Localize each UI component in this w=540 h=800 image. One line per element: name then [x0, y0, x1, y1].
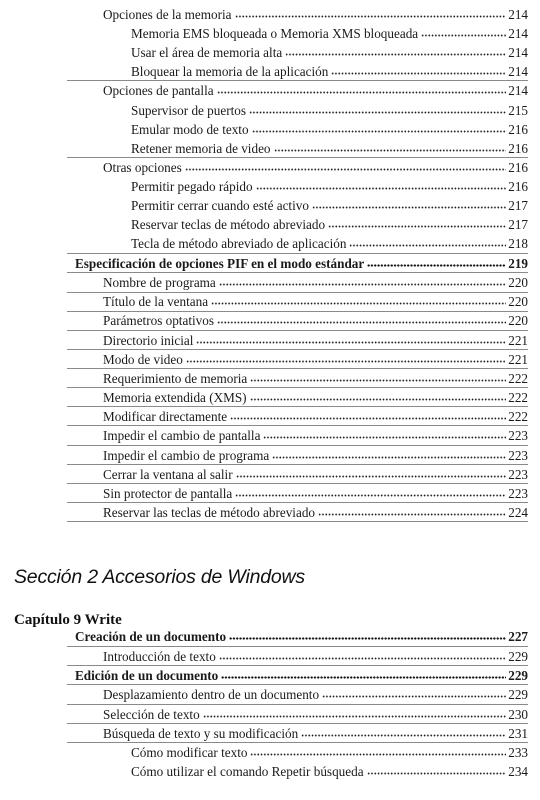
toc-entry-title: Sin protector de pantalla — [103, 486, 233, 501]
dot-leader — [221, 673, 506, 681]
toc-entry-title: Creación de un documento — [75, 629, 227, 644]
dot-leader — [219, 654, 506, 662]
dot-leader — [250, 395, 507, 403]
dot-leader — [185, 165, 506, 173]
dot-leader — [250, 750, 506, 758]
toc-entry-page: 214 — [508, 83, 528, 98]
dot-leader — [249, 108, 506, 116]
toc-entry-title: Otras opciones — [103, 160, 182, 175]
toc-entry-title: Selección de texto — [103, 707, 200, 722]
toc-entry[interactable] — [103, 311, 528, 329]
section-title: Sección 2 Accesorios de Windows — [14, 566, 305, 588]
toc-entry[interactable] — [131, 101, 528, 119]
toc-entry-title: Permitir cerrar cuando esté activo — [131, 198, 309, 213]
toc-entry-title: Opciones de pantalla — [103, 83, 214, 98]
toc-entry-title: Cómo modificar texto — [131, 745, 248, 760]
dot-leader — [217, 88, 507, 96]
toc-entry-title: Directorio inicial — [103, 333, 194, 348]
dot-leader — [421, 31, 506, 39]
toc-entry[interactable] — [103, 158, 528, 176]
toc-entry[interactable] — [103, 388, 528, 406]
toc-entry[interactable] — [103, 369, 528, 387]
dot-leader — [367, 261, 506, 269]
toc-entry-title: Requerimiento de memoria — [103, 371, 248, 386]
toc-entry-page: 214 — [508, 7, 528, 22]
toc-entry-title: Permitir pegado rápido — [131, 179, 253, 194]
toc-entry[interactable] — [75, 254, 528, 272]
toc-entry-title: Impedir el cambio de pantalla — [103, 428, 261, 443]
toc-entry-page: 215 — [508, 103, 528, 118]
toc-entry[interactable] — [103, 484, 528, 502]
toc-entry-page: 229 — [508, 649, 528, 664]
dot-leader — [256, 184, 507, 192]
toc-entry[interactable] — [103, 705, 528, 723]
toc-entry[interactable] — [103, 685, 528, 703]
toc-entry[interactable] — [103, 446, 528, 464]
toc-entry-page: 223 — [508, 486, 528, 501]
toc-entry-title: Bloquear la memoria de la aplicación — [131, 64, 329, 79]
toc-entry-title: Reservar teclas de método abreviado — [131, 217, 326, 232]
toc-entry-page: 229 — [508, 687, 528, 702]
toc-entry-page: 227 — [508, 629, 528, 644]
toc-entry-title: Parámetros optativos — [103, 313, 214, 328]
toc-entry-page: 214 — [508, 64, 528, 79]
toc-entry[interactable] — [131, 234, 528, 252]
toc-entry-title: Búsqueda de texto y su modificación — [103, 726, 299, 741]
toc-entry-page: 214 — [508, 26, 528, 41]
dot-leader — [236, 472, 507, 480]
toc-entry-page: 231 — [508, 726, 528, 741]
toc-entry[interactable] — [75, 627, 528, 645]
toc-entry-page: 221 — [508, 352, 528, 367]
toc-entry-title: Tecla de método abreviado de aplicación — [131, 236, 347, 251]
dot-leader — [312, 203, 506, 211]
dot-leader — [331, 69, 506, 77]
toc-entry[interactable] — [103, 407, 528, 425]
toc-entry-page: 219 — [508, 256, 528, 271]
toc-entry-page: 217 — [508, 217, 528, 232]
toc-entry[interactable] — [131, 24, 528, 42]
dot-leader — [235, 491, 506, 499]
toc-entry-page: 214 — [508, 45, 528, 60]
dot-leader — [274, 146, 507, 154]
dot-leader — [217, 318, 506, 326]
dot-leader — [263, 433, 506, 441]
dot-leader — [219, 280, 506, 288]
chapter-title: Capítulo 9 Write — [14, 612, 122, 628]
dot-leader — [349, 241, 506, 249]
toc-entry[interactable] — [103, 647, 528, 665]
toc-entry[interactable] — [103, 81, 528, 99]
toc-entry-title: Reservar las teclas de método abreviado — [103, 505, 316, 520]
toc-entry-page: 216 — [508, 141, 528, 156]
dot-leader — [203, 712, 507, 720]
dot-leader — [318, 510, 506, 518]
toc-entry-page: 221 — [508, 333, 528, 348]
dot-leader — [229, 634, 506, 642]
toc-entry-title: Edición de un documento — [75, 668, 219, 683]
dot-leader — [272, 453, 506, 461]
toc-entry-title: Modo de video — [103, 352, 183, 367]
toc-entry-page: 222 — [508, 409, 528, 424]
toc-entry[interactable] — [103, 5, 528, 23]
dot-leader — [328, 222, 506, 230]
toc-entry-title: Supervisor de puertos — [131, 103, 247, 118]
toc-entry[interactable] — [103, 331, 528, 349]
toc-entry[interactable] — [131, 762, 528, 780]
dot-leader — [211, 299, 506, 307]
toc-entry-title: Introducción de texto — [103, 649, 216, 664]
toc-entry-page: 216 — [508, 179, 528, 194]
dot-leader — [367, 769, 507, 777]
toc-entry-title: Usar el área de memoria alta — [131, 45, 283, 60]
toc-entry-page: 224 — [508, 505, 528, 520]
toc-entry[interactable] — [103, 724, 528, 742]
toc-rule — [67, 521, 528, 522]
toc-entry[interactable] — [103, 273, 528, 291]
toc-entry-title: Modificar directamente — [103, 409, 228, 424]
toc-entry-page: 233 — [508, 745, 528, 760]
toc-entry-title: Nombre de programa — [103, 275, 216, 290]
toc-entry-page: 222 — [508, 371, 528, 386]
dot-leader — [252, 127, 507, 135]
dot-leader — [235, 12, 507, 20]
dot-leader — [322, 692, 506, 700]
toc-entry-title: Memoria extendida (XMS) — [103, 390, 247, 405]
dot-leader — [250, 376, 506, 384]
toc-entry-title: Impedir el cambio de programa — [103, 448, 270, 463]
toc-entry-page: 222 — [508, 390, 528, 405]
toc-entry[interactable] — [131, 62, 528, 80]
toc-entry-title: Cerrar la ventana al salir — [103, 467, 233, 482]
dot-leader — [285, 50, 506, 58]
toc-entry[interactable] — [103, 292, 528, 310]
dot-leader — [230, 414, 506, 422]
toc-entry[interactable] — [75, 666, 528, 684]
toc-entry[interactable] — [131, 743, 528, 761]
toc-entry-title: Especificación de opciones PIF en el modo estándar — [75, 256, 365, 271]
toc-entry-page: 223 — [508, 428, 528, 443]
toc-entry[interactable] — [103, 350, 528, 368]
toc-entry-page: 216 — [508, 122, 528, 137]
toc-entry-title: Retener memoria de video — [131, 141, 271, 156]
toc-entry[interactable] — [131, 120, 528, 138]
toc-entry-page: 229 — [508, 668, 528, 683]
dot-leader — [186, 357, 506, 365]
toc-entry[interactable] — [131, 177, 528, 195]
toc-entry[interactable] — [131, 215, 528, 233]
toc-entry-page: 230 — [508, 707, 528, 722]
toc-entry-page: 220 — [508, 313, 528, 328]
dot-leader — [196, 338, 506, 346]
toc-entry[interactable] — [131, 139, 528, 157]
toc-entry[interactable] — [131, 43, 528, 61]
toc-entry-page: 234 — [508, 764, 528, 779]
toc-entry-title: Cómo utilizar el comando Repetir búsqueda — [131, 764, 364, 779]
toc-entry-page: 216 — [508, 160, 528, 175]
toc-entry-title: Desplazamiento dentro de un documento — [103, 687, 320, 702]
toc-entry[interactable] — [103, 465, 528, 483]
toc-entry-page: 223 — [508, 467, 528, 482]
toc-entry-title: Memoria EMS bloqueada o Memoria XMS bloqueada — [131, 26, 419, 41]
toc-entry-title: Título de la ventana — [103, 294, 209, 309]
toc-entry-title: Opciones de la memoria — [103, 7, 232, 22]
toc-entry[interactable] — [131, 196, 528, 214]
toc-entry[interactable] — [103, 426, 528, 444]
toc-entry-page: 220 — [508, 275, 528, 290]
toc-entry-page: 220 — [508, 294, 528, 309]
toc-entry-title: Emular modo de texto — [131, 122, 249, 137]
toc-entry[interactable] — [103, 503, 528, 521]
toc-entry-page: 218 — [508, 236, 528, 251]
toc-entry-page: 223 — [508, 448, 528, 463]
dot-leader — [301, 731, 506, 739]
toc-entry-page: 217 — [508, 198, 528, 213]
